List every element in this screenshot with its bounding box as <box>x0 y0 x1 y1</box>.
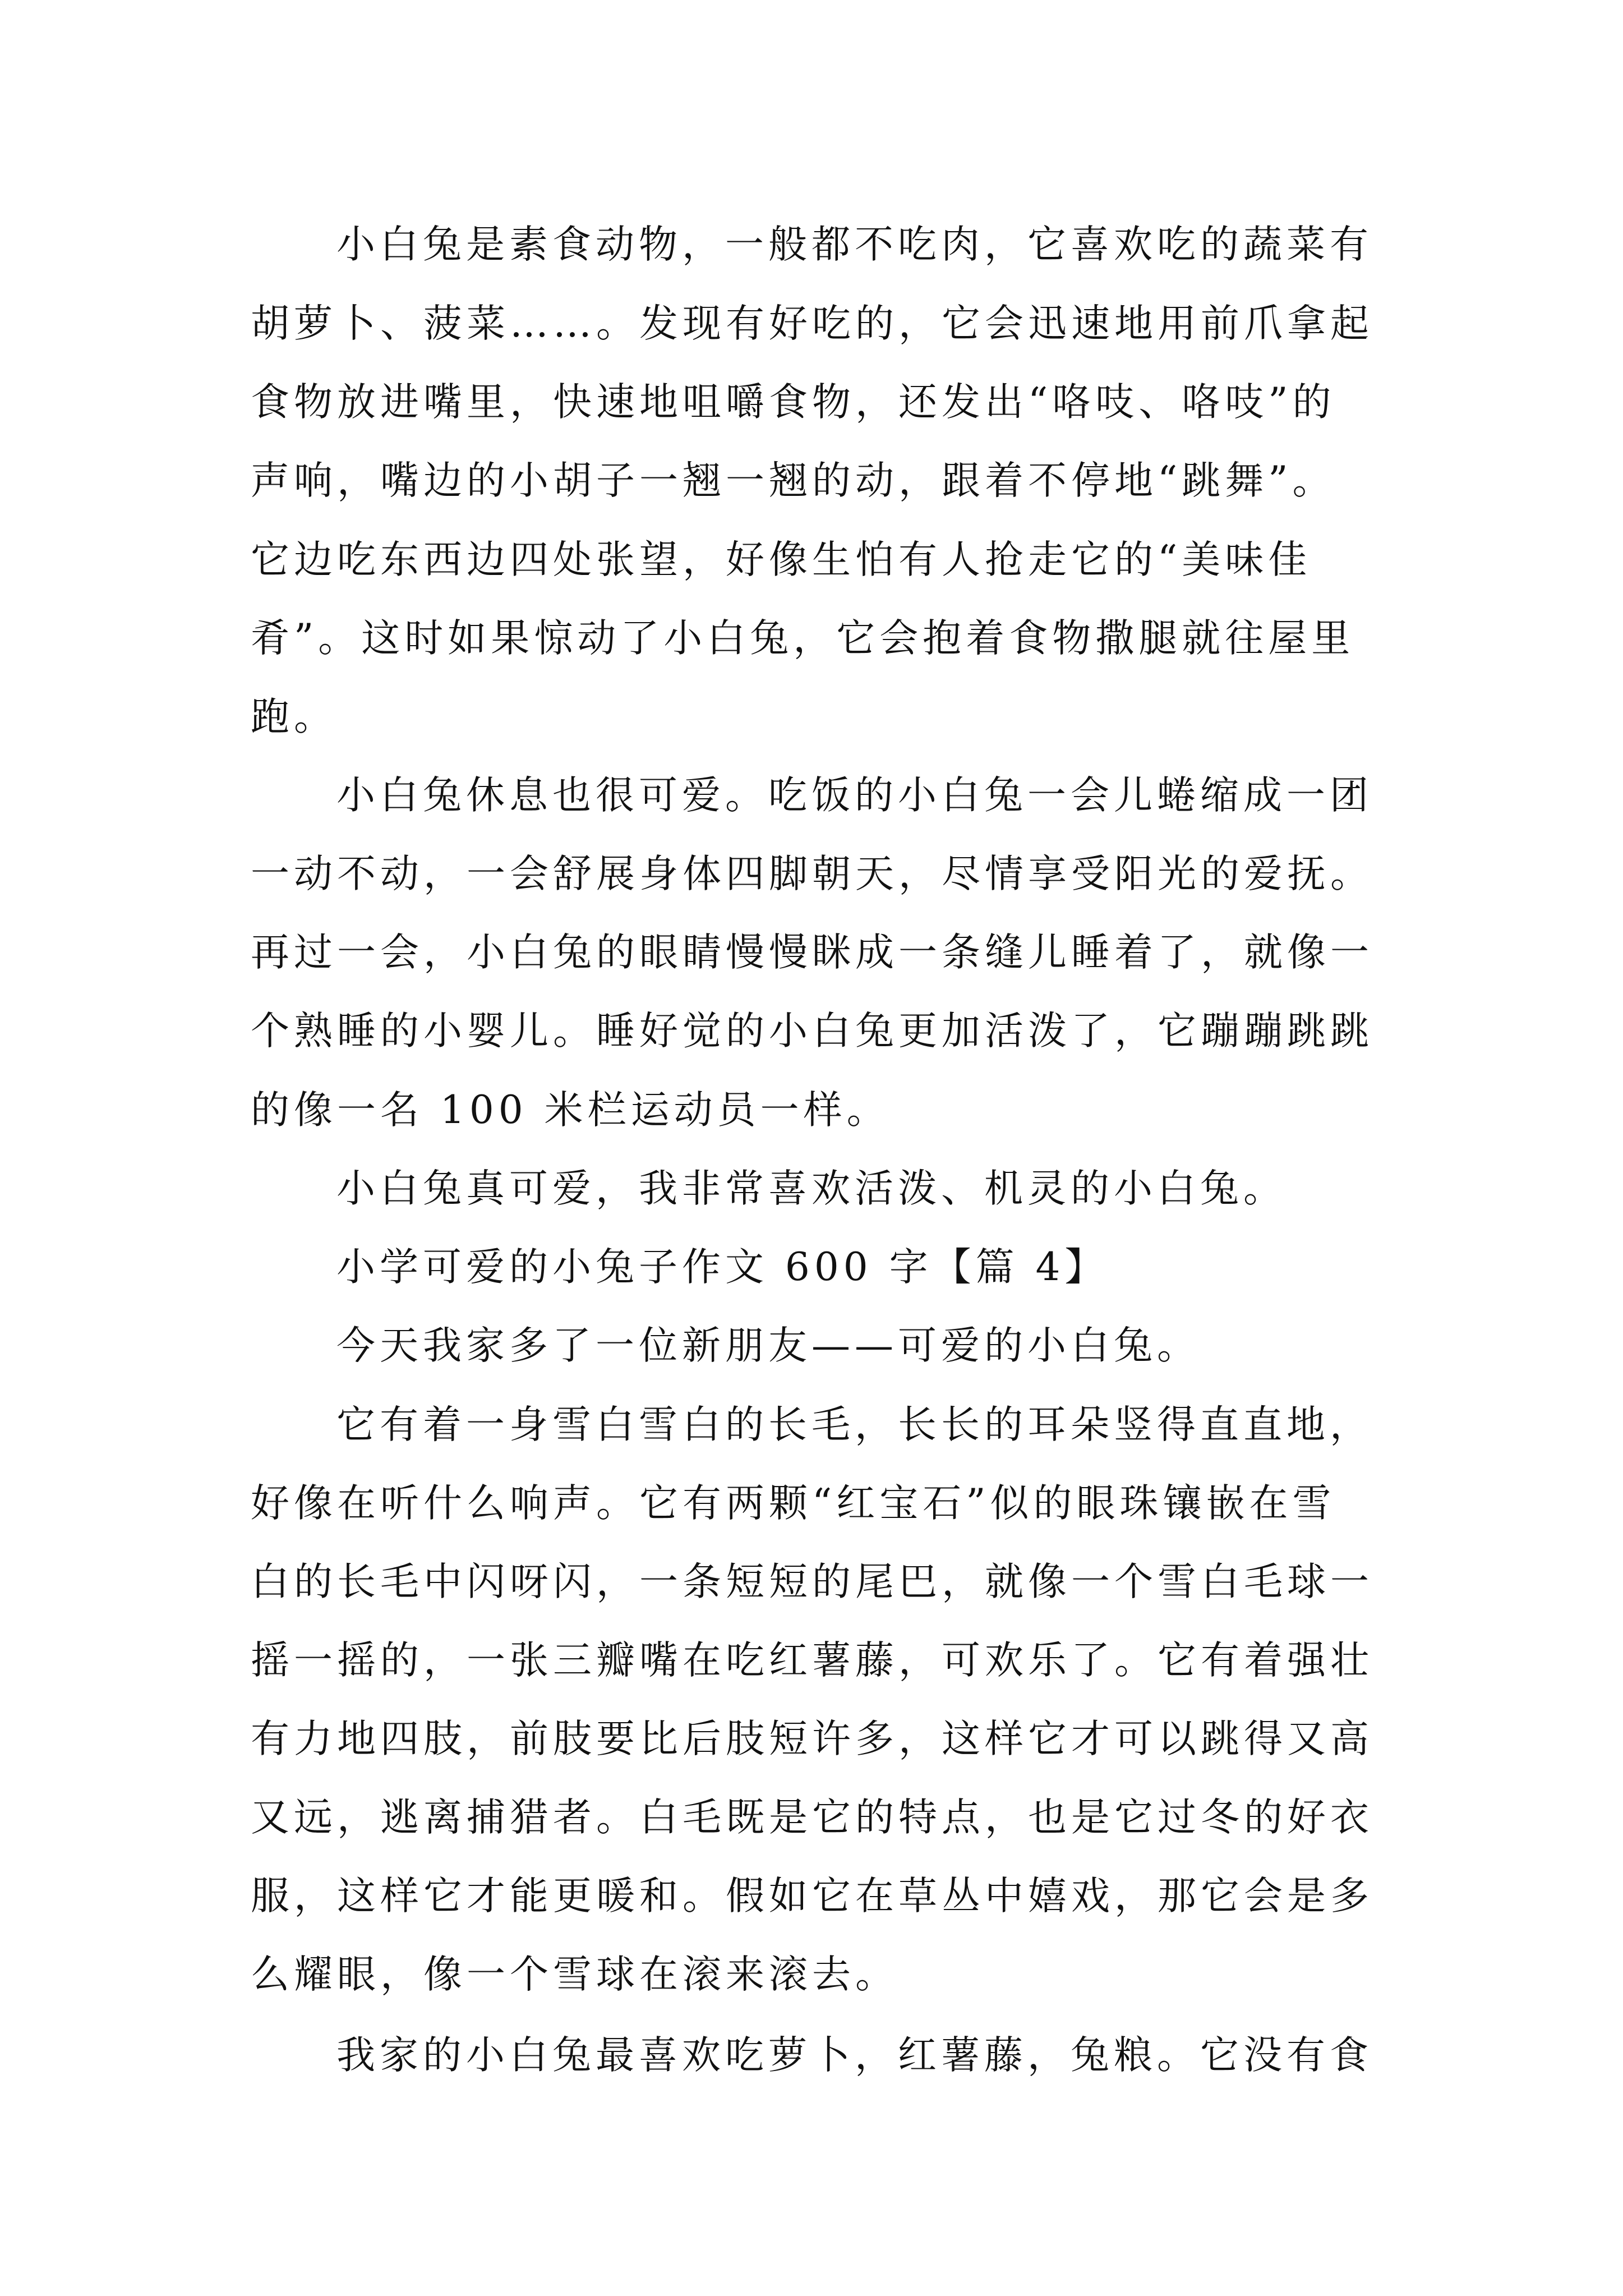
text-line: 小白兔休息也很可爱。吃饭的小白兔一会儿蜷缩成一团 <box>336 773 1373 818</box>
text-line: 它边吃东西边四处张望，好像生怕有人抢走它的“美味佳 <box>251 537 1312 582</box>
text-line: 小白兔是素食动物，一般都不吃肉，它喜欢吃的蔬菜有 <box>336 222 1373 267</box>
text-line: 胡萝卜、菠菜……。发现有好吃的，它会迅速地用前爪拿起 <box>251 301 1373 346</box>
text-line: 我家的小白兔最喜欢吃萝卜，红薯藤，兔粮。它没有食 <box>336 2033 1373 2078</box>
text-line: 么耀眼，像一个雪球在滚来滚去。 <box>251 1952 898 1997</box>
text-line: 摇一摇的，一张三瓣嘴在吃红薯藤，可欢乐了。它有着强壮 <box>251 1638 1373 1683</box>
text-line: 又远，逃离捕猎者。白毛既是它的特点，也是它过冬的好衣 <box>251 1795 1373 1840</box>
text-line: 白的长毛中闪呀闪，一条短短的尾巴，就像一个雪白毛球一 <box>251 1559 1373 1604</box>
text-line: 今天我家多了一位新朋友——可爱的小白兔。 <box>336 1323 1200 1368</box>
text-line: 个熟睡的小婴儿。睡好觉的小白兔更加活泼了，它蹦蹦跳跳 <box>251 1009 1373 1053</box>
text-line: 声响，嘴边的小胡子一翘一翘的动，跟着不停地“跳舞”。 <box>251 458 1336 503</box>
section-heading: 小学可爱的小兔子作文 600 字【篇 4】 <box>336 1245 1108 1290</box>
text-line: 一动不动，一会舒展身体四脚朝天，尽情享受阳光的爱抚。 <box>251 852 1373 896</box>
text-line: 食物放进嘴里，快速地咀嚼食物，还发出“咯吱、咯吱”的 <box>251 380 1336 425</box>
text-line: 好像在听什么响声。它有两颗“红宝石”似的眼珠镶嵌在雪 <box>251 1481 1336 1526</box>
text-line: 有力地四肢，前肢要比后肢短许多，这样它才可以跳得又高 <box>251 1717 1373 1761</box>
text-line: 再过一会，小白兔的眼睛慢慢眯成一条缝儿睡着了，就像一 <box>251 930 1373 975</box>
text-line: 服，这样它才能更暖和。假如它在草丛中嬉戏，那它会是多 <box>251 1874 1373 1918</box>
text-line: 小白兔真可爱，我非常喜欢活泼、机灵的小白兔。 <box>336 1166 1287 1211</box>
text-line: 的像一名 100 米栏运动员一样。 <box>251 1088 890 1133</box>
text-line: 跑。 <box>251 694 337 739</box>
text-line: 肴”。这时如果惊动了小白兔，它会抱着食物撒腿就往屋里 <box>251 616 1355 661</box>
text-line: 它有着一身雪白雪白的长毛，长长的耳朵竖得直直地， <box>336 1402 1373 1447</box>
